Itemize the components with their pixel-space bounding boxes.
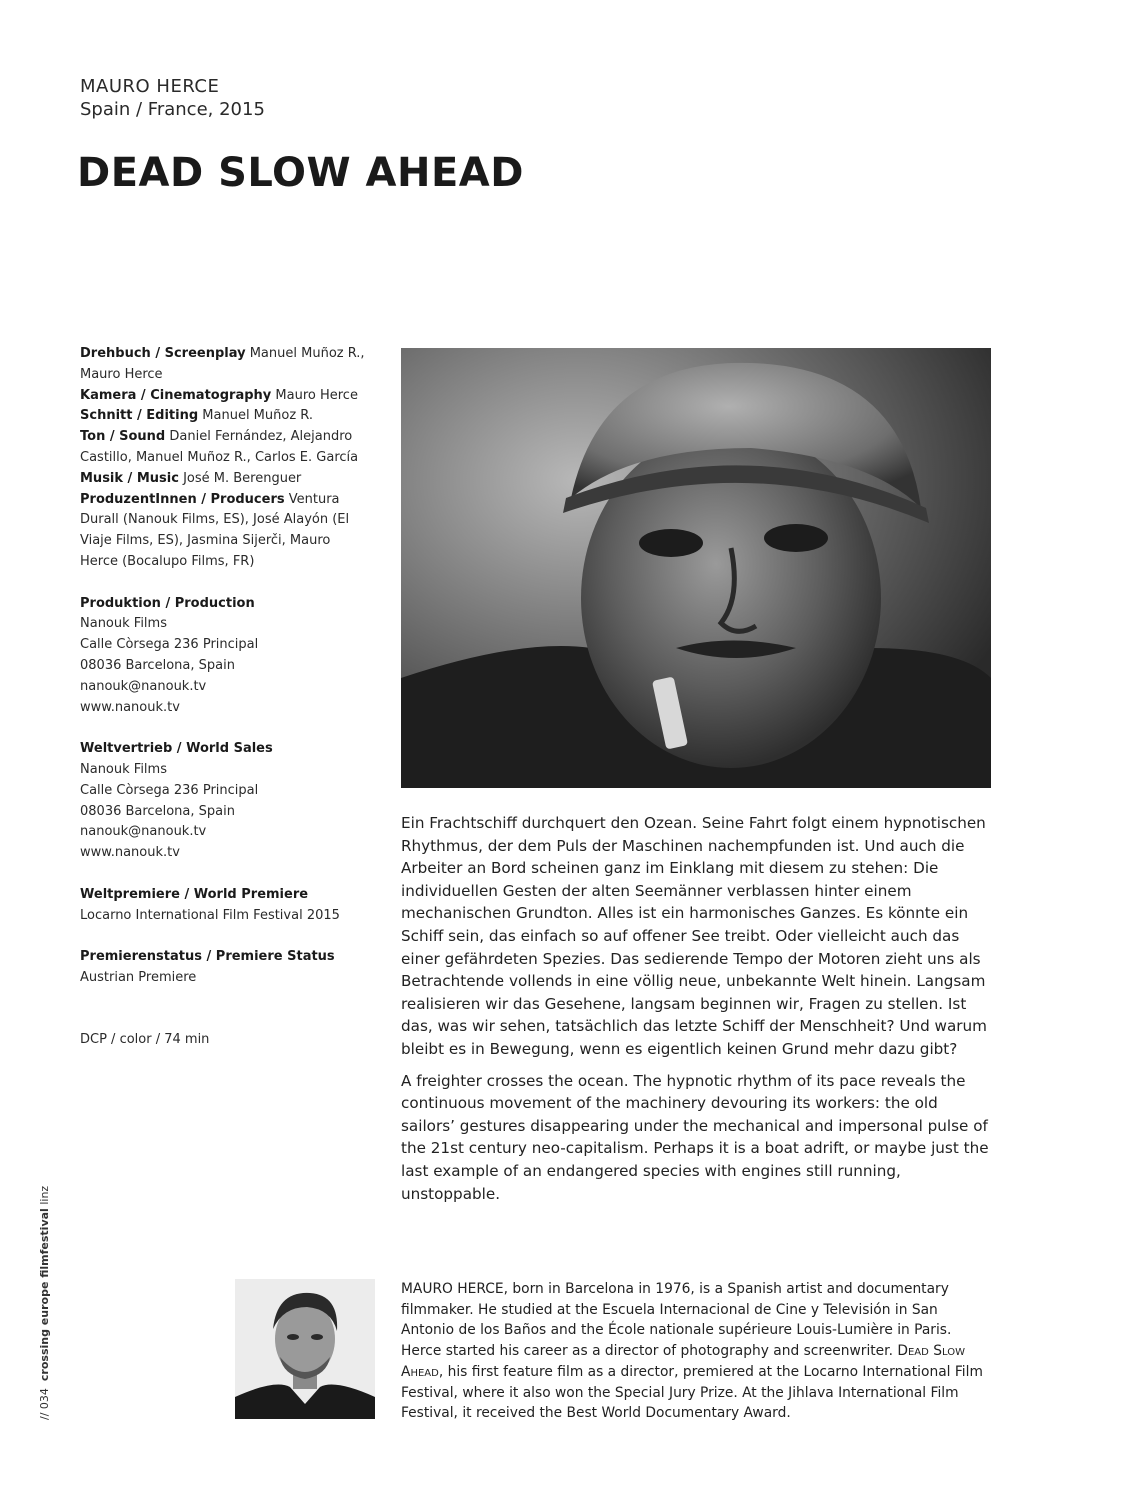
director-name: MAURO HERCE	[80, 76, 220, 97]
film-origin: Spain / France, 2015	[80, 99, 265, 120]
premiere-status-label: Premierenstatus / Premiere Status	[80, 949, 335, 965]
world-premiere-label: Weltpremiere / World Premiere	[80, 886, 309, 902]
synopsis	[401, 812, 991, 1214]
credit-music: Musik / Music José M. Berenguer	[80, 470, 302, 486]
world-premiere-value: Locarno International Film Festival 2015	[80, 907, 340, 923]
bio-film-title: Dead Slow Ahead	[401, 1343, 965, 1380]
credit-cinematography: Kamera / Cinematography Mauro Herce	[80, 387, 358, 403]
world-sales-email[interactable]: nanouk@nanouk.tv	[80, 824, 207, 840]
world-sales-line: 08036 Barcelona, Spain	[80, 803, 235, 819]
page-footer-sidebar	[38, 1186, 51, 1420]
production-email[interactable]: nanouk@nanouk.tv	[80, 678, 207, 694]
credit-sound: Ton / Sound Daniel Fernández, Alejandro Castillo, Manuel Muñoz R., Carlos E. García	[80, 429, 359, 465]
festival-city: linz	[38, 1185, 51, 1205]
production-line: Nanouk Films	[80, 616, 167, 632]
director-portrait-illustration	[235, 1279, 375, 1419]
film-format: DCP / color / 74 min	[80, 1032, 210, 1048]
production-website[interactable]: www.nanouk.tv	[80, 699, 180, 715]
synopsis-english: A freighter crosses the ocean. The hypnotic rhythm of its pace reveals the continuous movement of the machinery devouring its workers: the old sailors’ gestures disappearing under the mechanical and impersonal pulse of the 21st century neo-capitalism. Perhaps it is a boat adrift, or maybe just the last example of an endangered species with engines still running, unstoppable.	[401, 1071, 989, 1203]
film-title: DEAD SLOW AHEAD	[77, 150, 524, 196]
credit-screenplay: Drehbuch / Screenplay Manuel Muñoz R., Mauro Herce	[80, 346, 365, 382]
credit-editing: Schnitt / Editing Manuel Muñoz R.	[80, 408, 313, 424]
director-portrait-image	[235, 1279, 375, 1419]
film-still-image	[401, 348, 991, 788]
premiere-status-value: Austrian Premiere	[80, 969, 197, 985]
credit-producers: ProduzentInnen / Producers Ventura Durall (Nanouk Films, ES), José Alayón (El Viaje Films, ES), Jasmina Sijerči, Mauro Herce (Bocalupo Films, FR)	[80, 491, 350, 569]
world-sales-website[interactable]: www.nanouk.tv	[80, 845, 180, 861]
credits-block	[80, 344, 370, 1051]
festival-name: crossing europe filmfestival	[38, 1208, 51, 1382]
world-sales-label: Weltvertrieb / World Sales	[80, 741, 273, 757]
production-label: Produktion / Production	[80, 595, 255, 611]
production-line: Calle Còrsega 236 Principal	[80, 637, 259, 653]
page-number: // 034	[38, 1388, 51, 1420]
world-sales-line: Nanouk Films	[80, 761, 167, 777]
film-still-illustration	[401, 348, 991, 788]
director-biography: MAURO HERCE, born in Barcelona in 1976, is a Spanish artist and documentary filmmaker. He studied at the Escuela Internacional de Cine y Televisión in San Antonio de los Baños and the École nationale supérieure Louis-Lumière in Paris. Herce started his career as a director of photography and screenwriter. Dead Slow Ahead, his first feature film as a director, premiered at the Locarno International Film Festival, where it also won the Special Jury Prize. At the Jihlava International Film Festival, it received the Best World Documentary Award.	[401, 1281, 983, 1422]
production-line: 08036 Barcelona, Spain	[80, 657, 235, 673]
world-sales-line: Calle Còrsega 236 Principal	[80, 782, 259, 798]
synopsis-german: Ein Frachtschiff durchquert den Ozean. Seine Fahrt folgt einem hypnotischen Rhythmus, der dem Puls der Maschinen nachempfunden ist. Und auch die Arbeiter an Bord scheinen ganz im Einklang mit diesem zu stehen: Die individuellen Gesten der alten Seemänner verblassen hinter einem mechanischen Grundton. Alles ist ein harmonisches Ganzes. Es könnte ein Schiff sein, das einfach so auf offener See treibt. Oder vielleicht auch das einer gefährdeten Spezies. Das sedierende Tempo der Motoren zieht uns als Betrachtende vollends in eine völlig neue, unbekannte Welt hinein. Langsam realisieren wir das Gesehene, langsam beginnen wir, Fragen zu stellen. Ist das, was wir sehen, tatsächlich das letzte Schiff der Menschheit? Und warum bleibt es in Bewegung, wenn es eigentlich keinen Grund mehr dazu gibt?	[401, 814, 987, 1058]
